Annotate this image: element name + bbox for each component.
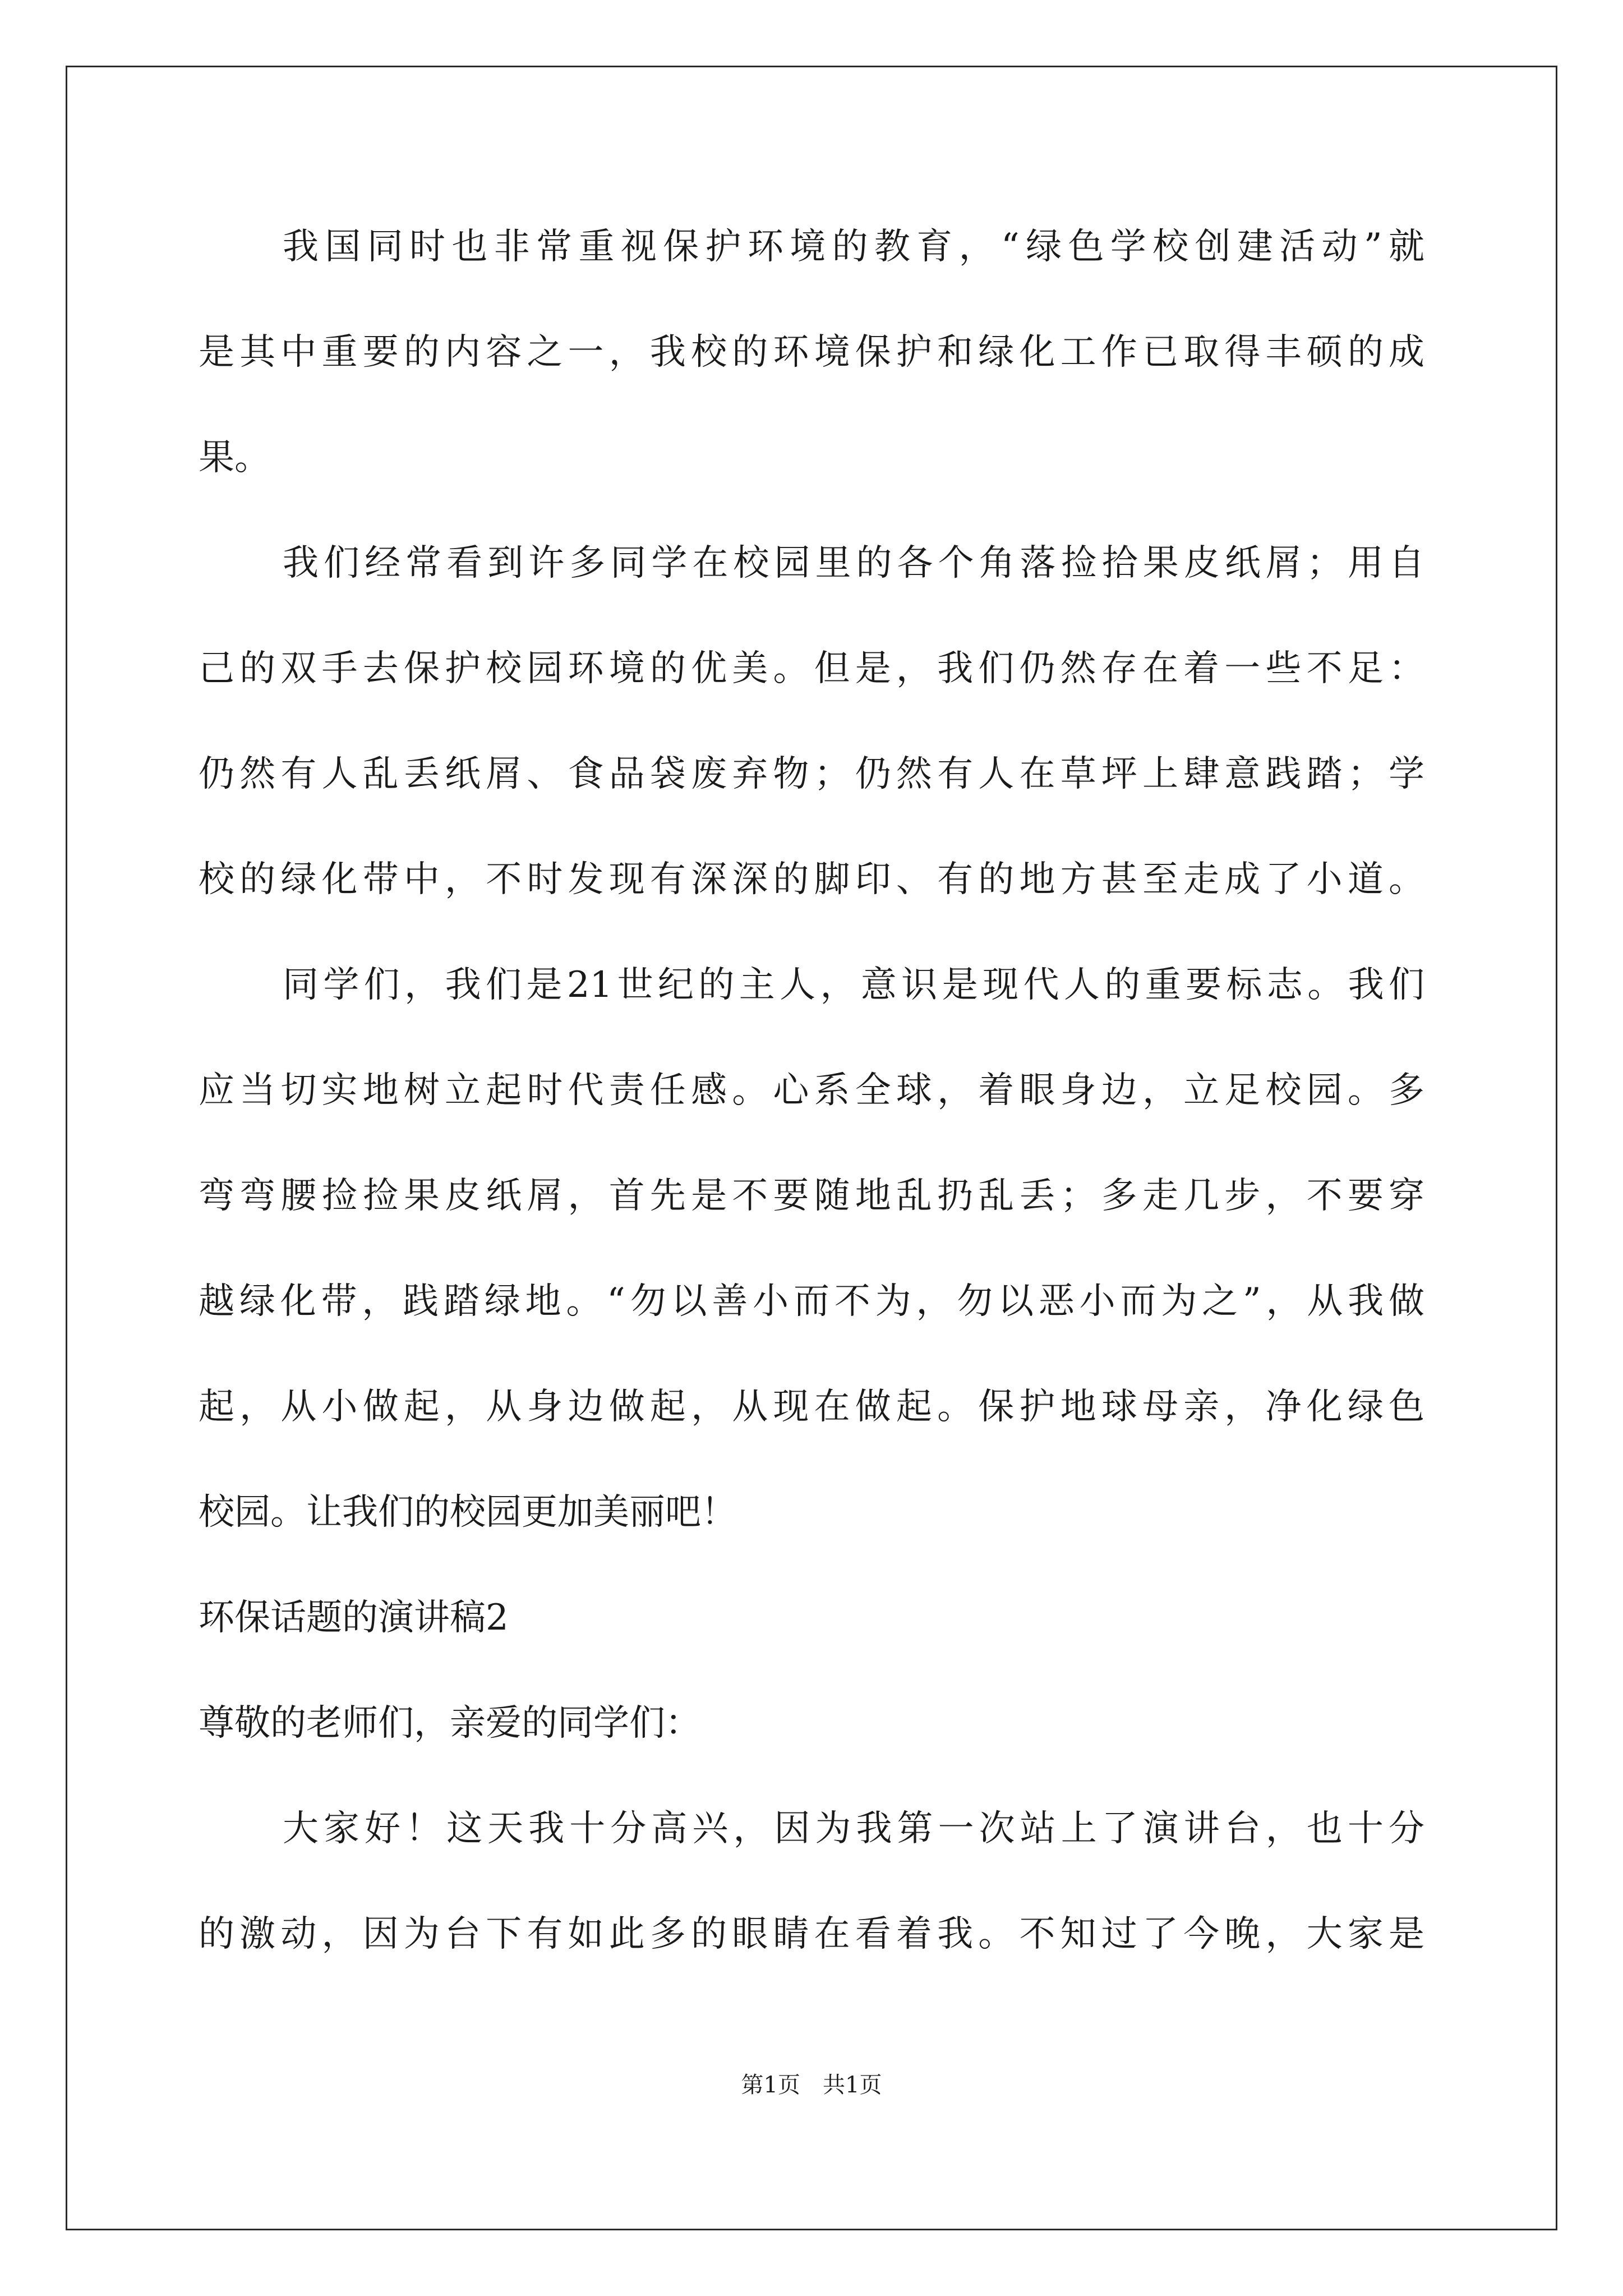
paragraph-line: 校园。让我们的校园更加美丽吧！	[199, 1492, 737, 1533]
paragraph-line: 的激动，因为台下有如此多的眼睛在看着我。不知过了今晚，大家是	[199, 1913, 1424, 1955]
paragraph-line: 己的双手去保护校园环境的优美。但是，我们仍然存在着一些不足：	[199, 648, 1424, 689]
paragraph-line: 是其中重要的内容之一，我校的环境保护和绿化工作已取得丰硕的成	[199, 332, 1424, 373]
paragraph-line: 校的绿化带中，不时发现有深深的脚印、有的地方甚至走成了小道。	[199, 859, 1424, 900]
paragraph-line: 起，从小做起，从身边做起，从现在做起。保护地球母亲，净化绿色	[199, 1386, 1424, 1428]
section-heading: 环保话题的演讲稿2	[199, 1597, 509, 1639]
page-number-footer: 第1页 共1页	[741, 2072, 882, 2098]
paragraph-line: 弯弯腰捡捡果皮纸屑，首先是不要随地乱扔乱丢；多走几步，不要穿	[199, 1175, 1424, 1217]
salutation: 尊敬的老师们，亲爱的同学们：	[199, 1703, 701, 1744]
paragraph-line: 我们经常看到许多同学在校园里的各个角落捡拾果皮纸屑；用自	[283, 542, 1424, 584]
paragraph-line: 我国同时也非常重视保护环境的教育，“绿色学校创建活动”就	[283, 226, 1424, 268]
document-body	[199, 219, 1424, 2012]
paragraph-line: 应当切实地树立起时代责任感。心系全球，着眼身边，立足校园。多	[199, 1070, 1424, 1111]
paragraph-line: 大家好！这天我十分高兴，因为我第一次站上了演讲台，也十分	[283, 1808, 1424, 1849]
paragraph-line: 仍然有人乱丢纸屑、食品袋废弃物；仍然有人在草坪上肆意践踏；学	[199, 753, 1424, 795]
paragraph-line: 果。	[199, 437, 270, 478]
paragraph-line: 越绿化带，践踏绿地。“勿以善小而不为，勿以恶小而为之”，从我做	[199, 1281, 1424, 1322]
paragraph-line: 同学们，我们是21世纪的主人，意识是现代人的重要标志。我们	[283, 964, 1424, 1006]
